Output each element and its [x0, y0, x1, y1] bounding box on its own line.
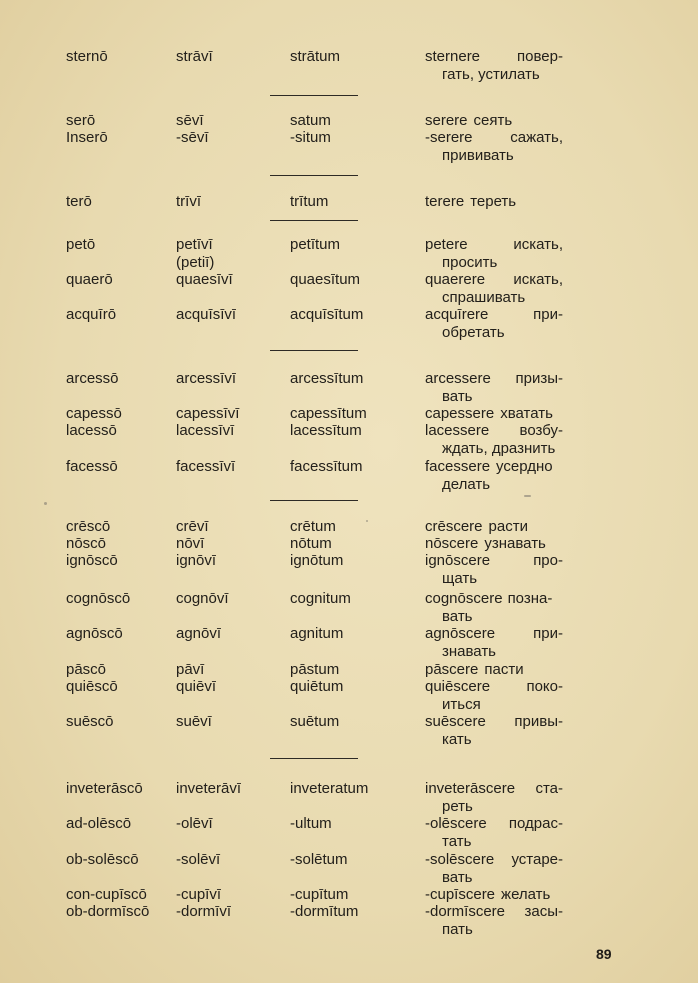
gloss-verb: acquīrere: [425, 306, 489, 323]
gloss-verb: arcessere: [425, 370, 491, 387]
gloss-verb: nōscere: [425, 535, 479, 552]
supine-form: -cupītum: [290, 886, 349, 903]
perfect-form: -cupīvī: [176, 886, 222, 903]
gloss-continuation: вать: [442, 388, 473, 405]
perfect-form: agnōvī: [176, 625, 222, 642]
verb-row-obdormisco: [0, 903, 698, 938]
gloss-translation: ста-: [535, 780, 563, 797]
present-form: nōscō: [66, 535, 107, 552]
present-form: Inserō: [66, 129, 108, 146]
gloss-continuation: вать: [442, 869, 473, 886]
gloss: [425, 370, 563, 406]
gloss-verb: -olēscere: [425, 815, 487, 832]
gloss-translation: хватать: [500, 405, 553, 422]
gloss-continuation: кать: [442, 731, 472, 748]
gloss-verb: -cupīscere: [425, 886, 496, 903]
present-form: petō: [66, 236, 96, 253]
supine-form: strātum: [290, 48, 341, 65]
gloss-continuation: знавать: [442, 643, 497, 660]
gloss-continuation: спрашивать: [442, 289, 526, 306]
supine-form: inveteratum: [290, 780, 369, 797]
present-form: con-cupīscō: [66, 886, 147, 903]
gloss: [425, 48, 563, 84]
present-form: sternō: [66, 48, 108, 65]
verb-row-obsolesco: [0, 851, 698, 886]
supine-form: acquīsītum: [290, 306, 364, 323]
present-form: serō: [66, 112, 96, 129]
group-separator: [270, 175, 358, 176]
gloss: [425, 780, 563, 816]
verb-row-cresco: [0, 518, 698, 536]
present-form: crēscō: [66, 518, 111, 535]
gloss-translation: желать: [501, 886, 551, 903]
supine-form: agnitum: [290, 625, 344, 642]
present-form: arcessō: [66, 370, 119, 387]
gloss-continuation: обретать: [442, 324, 505, 341]
present-form: ob-dormīscō: [66, 903, 150, 920]
verb-row-concupisco: [0, 886, 698, 904]
present-form: capessō: [66, 405, 122, 422]
gloss-translation: возбу-: [519, 422, 563, 439]
gloss: [425, 129, 563, 165]
verb-row-lacesso: [0, 422, 698, 457]
verb-row-facesso: [0, 458, 698, 493]
gloss-translation: засы-: [524, 903, 563, 920]
perfect-form: inveterāvī: [176, 780, 242, 797]
gloss-verb: cognōscere: [425, 590, 503, 607]
verb-row-sterno: [0, 48, 698, 83]
gloss-continuation: иться: [442, 696, 481, 713]
gloss-verb: ignōscere: [425, 552, 491, 569]
present-form: terō: [66, 193, 92, 210]
perfect-form: lacessīvī: [176, 422, 235, 439]
verb-row-sero: [0, 112, 698, 130]
perfect-form: facessīvī: [176, 458, 236, 475]
supine-form: ignōtum: [290, 552, 344, 569]
gloss-translation: искать,: [513, 236, 563, 253]
gloss: [425, 903, 563, 939]
group-separator: [270, 220, 358, 221]
verb-row-ignosco: [0, 552, 698, 587]
gloss-continuation: щать: [442, 570, 478, 587]
present-form: agnōscō: [66, 625, 123, 642]
gloss-translation: про-: [533, 552, 563, 569]
gloss-verb: -dormīscere: [425, 903, 506, 920]
present-form: quaerō: [66, 271, 113, 288]
perfect-alt-form: (petiī): [176, 254, 215, 271]
perfect-form: cognōvī: [176, 590, 229, 607]
verb-row-capesso: [0, 405, 698, 423]
gloss: [425, 306, 563, 342]
perfect-form: trīvī: [176, 193, 201, 210]
gloss: [425, 271, 563, 307]
present-form: pāscō: [66, 661, 107, 678]
perfect-form: ignōvī: [176, 552, 217, 569]
gloss-verb: quaerere: [425, 271, 486, 288]
gloss: [425, 112, 563, 130]
gloss: [425, 661, 563, 679]
gloss-continuation: просить: [442, 254, 498, 271]
verb-row-peto: [0, 236, 698, 271]
perfect-form: strāvī: [176, 48, 213, 65]
gloss-translation: расти: [488, 518, 528, 535]
present-form: cognōscō: [66, 590, 131, 607]
supine-form: satum: [290, 112, 331, 129]
supine-form: -ultum: [290, 815, 332, 832]
supine-form: capessītum: [290, 405, 367, 422]
gloss-translation: призы-: [515, 370, 563, 387]
gloss-verb: lacessere: [425, 422, 490, 439]
gloss-translation: усердно: [496, 458, 553, 475]
present-form: acquīrō: [66, 306, 117, 323]
group-separator: [270, 350, 358, 351]
supine-form: -situm: [290, 129, 331, 146]
gloss-continuation: вать: [442, 608, 473, 625]
gloss-continuation: гать, устилать: [442, 66, 540, 83]
verb-row-nosco: [0, 535, 698, 553]
present-form: ignōscō: [66, 552, 118, 569]
gloss: [425, 193, 563, 211]
verb-row-adolesco: [0, 815, 698, 850]
verb-row-suesco: [0, 713, 698, 748]
gloss-translation: позна-: [507, 590, 553, 607]
gloss-verb: inveterāscere: [425, 780, 516, 797]
perfect-form: capessīvī: [176, 405, 240, 422]
verb-row-quaero: [0, 271, 698, 306]
verb-row-insero: [0, 129, 698, 164]
gloss-verb: agnōscere: [425, 625, 496, 642]
gloss-translation: поко-: [526, 678, 563, 695]
gloss-verb: suēscere: [425, 713, 486, 730]
present-form: lacessō: [66, 422, 117, 439]
gloss-translation: сеять: [473, 112, 513, 129]
gloss: [425, 713, 563, 749]
gloss-translation: устаре-: [511, 851, 563, 868]
gloss-verb: crēscere: [425, 518, 483, 535]
paper-speck: [44, 502, 47, 505]
perfect-form: quiēvī: [176, 678, 217, 695]
gloss-translation: повер-: [517, 48, 563, 65]
present-form: inveterāscō: [66, 780, 143, 797]
perfect-form: arcessīvī: [176, 370, 237, 387]
verb-row-tero: [0, 193, 698, 211]
gloss: [425, 851, 563, 887]
gloss-continuation: пать: [442, 921, 473, 938]
group-separator: [270, 95, 358, 96]
gloss-translation: привы-: [514, 713, 563, 730]
gloss-continuation: тать: [442, 833, 472, 850]
verb-row-pasco: [0, 661, 698, 679]
gloss-translation: искать,: [513, 271, 563, 288]
gloss-verb: pāscere: [425, 661, 479, 678]
perfect-form: nōvī: [176, 535, 205, 552]
present-form: quiēscō: [66, 678, 118, 695]
gloss-translation: сажать,: [510, 129, 563, 146]
gloss-translation: пасти: [484, 661, 524, 678]
gloss-translation: тереть: [470, 193, 517, 210]
gloss-continuation: прививать: [442, 147, 514, 164]
supine-form: pāstum: [290, 661, 340, 678]
perfect-form: -sēvī: [176, 129, 209, 146]
supine-form: crētum: [290, 518, 336, 535]
paper-speck: [524, 495, 531, 497]
perfect-form: -olēvī: [176, 815, 213, 832]
present-form: ad-olēscō: [66, 815, 132, 832]
gloss-verb: facessere: [425, 458, 491, 475]
supine-form: cognitum: [290, 590, 351, 607]
supine-form: -dormītum: [290, 903, 359, 920]
present-form: ob-solēscō: [66, 851, 139, 868]
gloss: [425, 405, 563, 423]
perfect-form: -solēvī: [176, 851, 221, 868]
paper-speck: [366, 520, 368, 522]
group-separator: [270, 500, 358, 501]
gloss-verb: -solēscere: [425, 851, 495, 868]
gloss-continuation: реть: [442, 798, 473, 815]
verb-row-acquiro: [0, 306, 698, 341]
group-separator: [270, 758, 358, 759]
gloss: [425, 422, 563, 458]
gloss-verb: serere: [425, 112, 468, 129]
gloss: [425, 625, 563, 661]
gloss: [425, 815, 563, 851]
supine-form: -solētum: [290, 851, 348, 868]
gloss-verb: -serere: [425, 129, 473, 146]
gloss: [425, 535, 563, 553]
supine-form: arcessītum: [290, 370, 364, 387]
supine-form: quaesītum: [290, 271, 361, 288]
gloss: [425, 886, 563, 904]
perfect-form: quaesīvī: [176, 271, 233, 288]
gloss: [425, 678, 563, 714]
supine-form: lacessītum: [290, 422, 362, 439]
present-form: facessō: [66, 458, 118, 475]
gloss-translation: при-: [533, 625, 563, 642]
supine-form: suētum: [290, 713, 340, 730]
present-form: suēscō: [66, 713, 114, 730]
supine-form: petītum: [290, 236, 341, 253]
perfect-form: pāvī: [176, 661, 205, 678]
gloss: [425, 458, 563, 494]
supine-form: trītum: [290, 193, 329, 210]
gloss-continuation: делать: [442, 476, 491, 493]
gloss-verb: quiēscere: [425, 678, 491, 695]
perfect-form: sēvī: [176, 112, 204, 129]
supine-form: quiētum: [290, 678, 344, 695]
gloss-verb: sternere: [425, 48, 481, 65]
gloss-translation: при-: [533, 306, 563, 323]
gloss-translation: подрас-: [508, 815, 563, 832]
perfect-form: acquīsīvī: [176, 306, 237, 323]
perfect-form: -dormīvī: [176, 903, 232, 920]
gloss: [425, 552, 563, 588]
gloss: [425, 518, 563, 536]
perfect-form: suēvī: [176, 713, 212, 730]
gloss-verb: terere: [425, 193, 465, 210]
gloss: [425, 236, 563, 272]
perfect-form: crēvī: [176, 518, 209, 535]
page-number: 89: [596, 946, 612, 962]
gloss-verb: capessere: [425, 405, 495, 422]
gloss-translation: узнавать: [484, 535, 546, 552]
supine-form: nōtum: [290, 535, 332, 552]
verb-row-cognosco: [0, 590, 698, 625]
gloss: [425, 590, 563, 626]
perfect-form: petīvī: [176, 236, 213, 253]
supine-form: facessītum: [290, 458, 363, 475]
gloss-verb: petere: [425, 236, 468, 253]
verb-row-quiesco: [0, 678, 698, 713]
verb-row-arcesso: [0, 370, 698, 405]
verb-row-inveterasco: [0, 780, 698, 815]
verb-row-agnosco: [0, 625, 698, 660]
gloss-continuation: ждать, дразнить: [442, 440, 556, 457]
